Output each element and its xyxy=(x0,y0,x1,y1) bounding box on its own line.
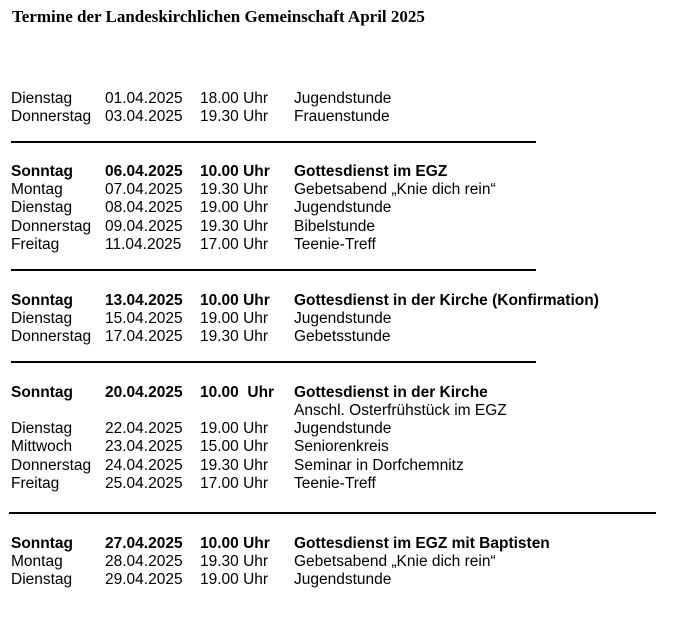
day-cell: Mittwoch xyxy=(11,438,73,455)
time-cell: 10.00 Uhr xyxy=(200,535,270,552)
day-cell: Dienstag xyxy=(11,420,73,437)
day-cell: Freitag xyxy=(11,236,60,253)
date-cell: 11.04.2025 xyxy=(105,236,182,253)
schedule-row-sunday xyxy=(11,163,651,181)
day-cell: Sonntag xyxy=(11,163,73,180)
time-cell: 19.30 Uhr xyxy=(200,457,269,474)
event-cell: Jugendstunde xyxy=(294,199,392,216)
time-cell: 18.00 Uhr xyxy=(200,90,269,107)
schedule-row xyxy=(11,108,651,126)
event-cell: Jugendstunde xyxy=(294,310,392,327)
schedule-row xyxy=(11,218,651,236)
day-cell: Dienstag xyxy=(11,571,73,588)
schedule-row-sunday xyxy=(11,384,651,402)
section-divider xyxy=(11,361,536,363)
time-cell: 19.30 Uhr xyxy=(200,328,269,345)
date-cell: 22.04.2025 xyxy=(105,420,183,437)
date-cell: 17.04.2025 xyxy=(105,328,183,345)
time-cell: 19.00 Uhr xyxy=(200,310,269,327)
schedule-row-sunday xyxy=(11,535,651,553)
date-cell: 07.04.2025 xyxy=(105,181,183,198)
time-cell: 15.00 Uhr xyxy=(200,438,269,455)
day-cell: Dienstag xyxy=(11,90,73,107)
schedule-row xyxy=(11,553,651,571)
day-cell: Montag xyxy=(11,181,63,198)
schedule-row xyxy=(11,571,651,589)
day-cell: Sonntag xyxy=(11,292,73,309)
schedule-row xyxy=(11,475,651,493)
schedule-row xyxy=(11,310,651,328)
day-cell: Donnerstag xyxy=(11,218,92,235)
day-cell: Donnerstag xyxy=(11,328,92,345)
event-cell: Gottesdienst in der Kirche xyxy=(294,384,488,401)
schedule-row xyxy=(11,328,651,346)
day-cell: Sonntag xyxy=(11,384,73,401)
day-cell: Dienstag xyxy=(11,199,73,216)
day-cell: Dienstag xyxy=(11,310,73,327)
time-cell: 19.30 Uhr xyxy=(200,218,269,235)
schedule-row xyxy=(11,438,651,456)
date-cell: 15.04.2025 xyxy=(105,310,183,327)
date-cell: 09.04.2025 xyxy=(105,218,183,235)
event-cell: Bibelstunde xyxy=(294,218,376,235)
event-cell: Frauenstunde xyxy=(294,108,390,125)
event-cell: Gottesdienst im EGZ mit Baptisten xyxy=(294,535,550,552)
date-cell: 08.04.2025 xyxy=(105,199,183,216)
event-cell: Gebetsabend „Knie dich rein“ xyxy=(294,553,496,570)
time-cell: 10.00 Uhr xyxy=(200,292,270,309)
section-divider xyxy=(11,269,536,271)
event-cell: Teenie-Treff xyxy=(294,475,376,492)
date-cell: 28.04.2025 xyxy=(105,553,183,570)
event-cell: Jugendstunde xyxy=(294,90,392,107)
date-cell: 29.04.2025 xyxy=(105,571,183,588)
time-cell: 10.00 Uhr xyxy=(200,163,270,180)
date-cell: 01.04.2025 xyxy=(105,90,183,107)
schedule-row xyxy=(11,90,651,108)
time-cell: 19.00 Uhr xyxy=(200,571,269,588)
time-cell: 17.00 Uhr xyxy=(200,236,269,253)
day-cell: Donnerstag xyxy=(11,457,92,474)
event-cell: Gottesdienst in der Kirche (Konfirmation) xyxy=(294,292,599,309)
event-cell: Seminar in Dorfchemnitz xyxy=(294,457,464,474)
time-cell: 19.30 Uhr xyxy=(200,181,269,198)
section-divider xyxy=(11,141,536,143)
schedule-row-note xyxy=(11,402,651,420)
date-cell: 03.04.2025 xyxy=(105,108,183,125)
event-cell: Anschl. Osterfrühstück im EGZ xyxy=(294,402,507,419)
schedule-row xyxy=(11,181,651,199)
event-cell: Gebetsstunde xyxy=(294,328,391,345)
date-cell: 06.04.2025 xyxy=(105,163,183,180)
date-cell: 20.04.2025 xyxy=(105,384,183,401)
section-divider xyxy=(9,512,656,514)
time-cell: 19.00 Uhr xyxy=(200,199,269,216)
schedule-row-sunday xyxy=(11,292,651,310)
day-cell: Donnerstag xyxy=(11,108,92,125)
schedule-row xyxy=(11,236,651,254)
schedule-row xyxy=(11,420,651,438)
event-cell: Seniorenkreis xyxy=(294,438,389,455)
date-cell: 27.04.2025 xyxy=(105,535,183,552)
schedule-row xyxy=(11,457,651,475)
day-cell: Sonntag xyxy=(11,535,73,552)
date-cell: 25.04.2025 xyxy=(105,475,183,492)
schedule-row xyxy=(11,199,651,217)
time-cell: 10.00 Uhr xyxy=(200,384,275,401)
time-cell: 19.30 Uhr xyxy=(200,553,269,570)
date-cell: 23.04.2025 xyxy=(105,438,183,455)
time-cell: 19.00 Uhr xyxy=(200,420,269,437)
event-cell: Jugendstunde xyxy=(294,571,392,588)
event-cell: Gottesdienst im EGZ xyxy=(294,163,448,180)
date-cell: 24.04.2025 xyxy=(105,457,183,474)
event-cell: Jugendstunde xyxy=(294,420,392,437)
page-title: Termine der Landeskirchlichen Gemeinschaft April 2025 xyxy=(12,7,425,26)
day-cell: Montag xyxy=(11,553,63,570)
event-cell: Teenie-Treff xyxy=(294,236,376,253)
event-cell: Gebetsabend „Knie dich rein“ xyxy=(294,181,496,198)
time-cell: 17.00 Uhr xyxy=(200,475,269,492)
time-cell: 19.30 Uhr xyxy=(200,108,269,125)
day-cell: Freitag xyxy=(11,475,60,492)
date-cell: 13.04.2025 xyxy=(105,292,183,309)
